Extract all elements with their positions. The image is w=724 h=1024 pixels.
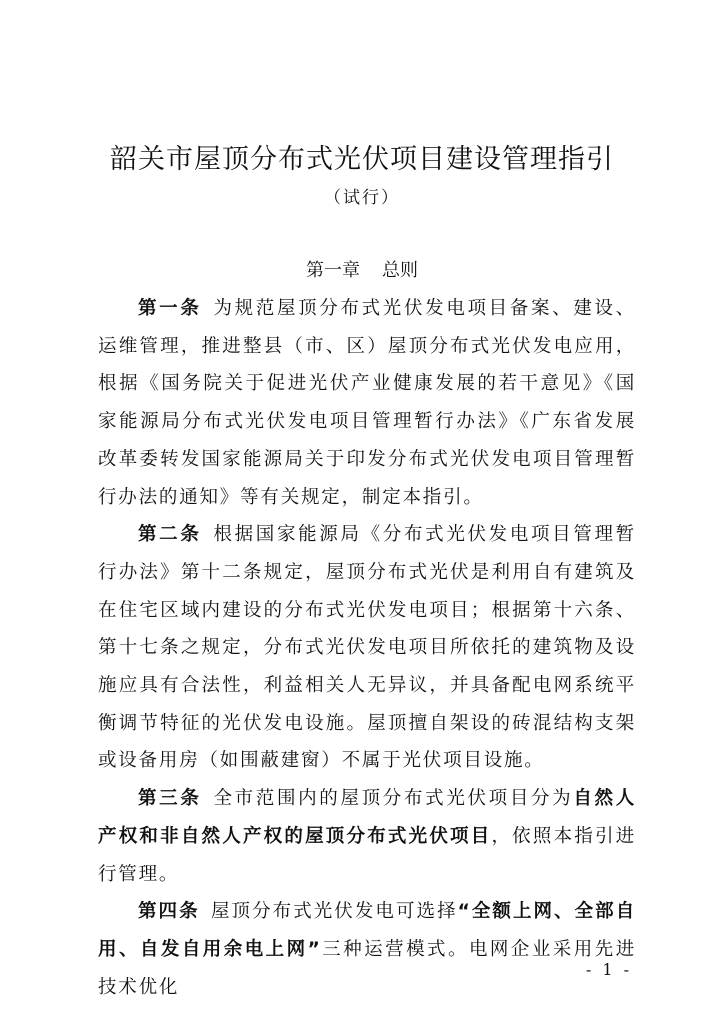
article-text: ，依照本指引进行管理。 xyxy=(98,825,636,885)
document-title: 韶关市屋顶分布式光伏项目建设管理指引 xyxy=(110,144,614,175)
article-text: 屋顶分布式光伏发电可选择 xyxy=(210,901,458,923)
article-text: 根据国家能源局《分布式光伏发电项目管理暂行办法》第十二条规定，屋顶分布式光伏是利用自有建筑及在住宅区域内建设的分布式光伏发电项目；根据第十六条、第十七条之规定，分布式光伏发电项目所依托的建筑物及设施应具有合法性，利益相关人无异议，并具备配电网系统平衡调节特征的光伏发电设施。屋顶擅自架设的砖混结构支架或设备用房（如围蔽建窗）不属于光伏项目设施。 xyxy=(98,524,636,772)
article-label: 第三条 xyxy=(138,788,202,810)
chapter-number: 第一章 xyxy=(306,260,360,281)
page-number: - 1 - xyxy=(585,960,632,979)
document-subtitle: （试行） xyxy=(324,188,400,208)
article-paragraph xyxy=(98,780,636,893)
article-label: 第四条 xyxy=(138,901,200,923)
article-paragraph xyxy=(98,516,636,780)
article-emphasis: 自然人产权和非自然人产权的屋顶分布式光伏项目 xyxy=(98,788,637,847)
article-text: 为规范屋顶分布式光伏发电项目备案、建设、运维管理，推进整县（市、区）屋顶分布式光伏发电应用，根据《国务院关于促进光伏产业健康发展的若干意见》《国家能源局分布式光伏发电项目管理暂行办法》《广东省发展改革委转发国家能源局关于印发分布式光伏发电项目管理暂行办法的通知》等有关规定，制定本指引。 xyxy=(98,298,636,508)
article-emphasis: “全额上网、全部自用、自发自用余电上网” xyxy=(98,901,637,960)
article-label: 第一条 xyxy=(138,298,202,319)
article-paragraph xyxy=(98,893,636,1006)
article-text: 三种运营模式。电网企业采用先进技术优化 xyxy=(98,938,636,998)
article-text: 全市范围内的屋顶分布式光伏项目分为 xyxy=(212,788,574,810)
article-paragraph xyxy=(98,290,636,516)
chapter-heading xyxy=(0,258,724,284)
article-label: 第二条 xyxy=(138,524,202,546)
document-body xyxy=(98,290,636,1006)
chapter-name: 总则 xyxy=(382,260,418,281)
